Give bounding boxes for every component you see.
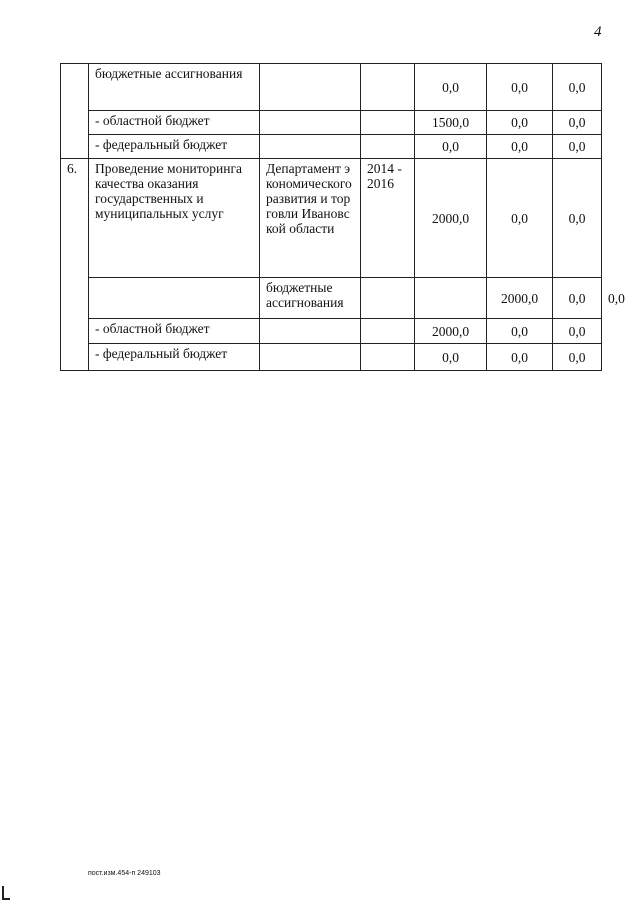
value-2014-cell: 1500,0	[415, 111, 487, 135]
document-footer: пост.изм.454-п 249103	[88, 870, 161, 877]
activity-name-cell: - областной бюджет	[89, 111, 260, 135]
activity-name-cell: - федеральный бюджет	[89, 344, 260, 371]
activity-name-cell: бюджетные ассигнования	[89, 64, 260, 111]
value-2015-cell: 0,0	[487, 64, 553, 111]
value-2016-cell: 0,0	[553, 159, 602, 278]
page-number: 4	[594, 24, 602, 40]
period-cell	[361, 344, 415, 371]
value-2015-cell: 0,0	[487, 344, 553, 371]
activity-name-cell: бюджетные ассигнования	[260, 278, 361, 319]
value-2016-cell: 0,0	[553, 135, 602, 159]
value-2016-cell: 0,0	[553, 319, 602, 344]
executor-cell	[361, 278, 415, 319]
executor-cell: Департамент экономического развития и торговли Ивановской области	[260, 159, 361, 278]
activity-name-cell: - областной бюджет	[89, 319, 260, 344]
row-number-cell: 6.	[61, 159, 89, 371]
value-2015-cell: 0,0	[487, 159, 553, 278]
budget-table	[60, 63, 625, 371]
table-row	[61, 319, 602, 344]
value-2016-cell: 0,0	[553, 111, 602, 135]
value-2014-cell: 0,0	[415, 344, 487, 371]
value-2015-cell: 0,0	[553, 278, 602, 319]
period-cell	[361, 319, 415, 344]
value-2015-cell: 0,0	[487, 135, 553, 159]
table-row	[61, 159, 602, 278]
table-row	[61, 135, 602, 159]
activity-name-cell: Проведение мониторинга качества оказания государственных и муниципальных услуг	[89, 159, 260, 278]
row-number-cell	[89, 278, 260, 319]
period-cell: 2014 - 2016	[361, 159, 415, 278]
value-2015-cell: 0,0	[487, 319, 553, 344]
row-number-cell	[61, 64, 89, 159]
value-2016-cell: 0,0	[553, 344, 602, 371]
executor-cell	[260, 135, 361, 159]
value-2014-cell: 2000,0	[487, 278, 553, 319]
value-2014-cell: 0,0	[415, 135, 487, 159]
activity-name-cell: - федеральный бюджет	[89, 135, 260, 159]
table-row	[61, 64, 602, 111]
table-row	[61, 344, 602, 371]
period-cell	[361, 135, 415, 159]
value-2014-cell: 0,0	[415, 64, 487, 111]
table-row	[61, 111, 602, 135]
executor-cell	[260, 344, 361, 371]
value-2016-cell: 0,0	[553, 64, 602, 111]
executor-cell	[260, 64, 361, 111]
value-2015-cell: 0,0	[487, 111, 553, 135]
table-row: бюджетные ассигнования 2000,0 0,0 0,0	[61, 278, 602, 319]
executor-cell	[260, 111, 361, 135]
period-cell	[361, 111, 415, 135]
scan-mark	[2, 886, 10, 900]
value-2014-cell: 2000,0	[415, 159, 487, 278]
value-2014-cell: 2000,0	[415, 319, 487, 344]
period-cell	[361, 64, 415, 111]
period-cell	[415, 278, 487, 319]
executor-cell	[260, 319, 361, 344]
